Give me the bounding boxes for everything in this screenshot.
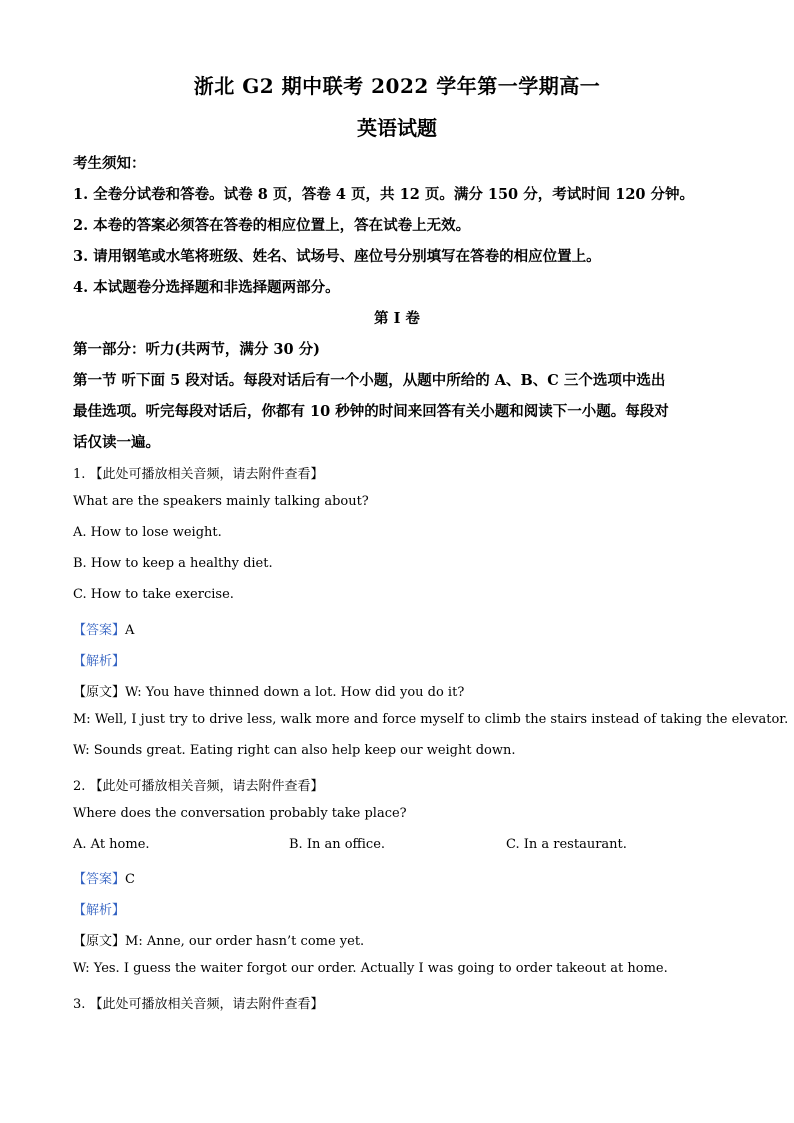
q1-option-a: A. How to lose weight.: [73, 525, 222, 540]
q2-analysis-label: 【解析】: [73, 903, 126, 918]
exam-subtitle: 英语试题: [357, 116, 437, 140]
q2-answer: [73, 868, 135, 887]
q1-audio-note: 1. 【此处可播放相关音频，请去附件查看】: [73, 467, 324, 482]
notice-heading: 考生须知：: [73, 155, 146, 172]
notice-item-4: 4. 本试题卷分选择题和非选择题两部分。: [73, 279, 340, 296]
q1-transcript-line-3: W: Sounds great. Eating right can also help keep our weight down.: [73, 743, 516, 758]
exam-title: 浙北 G2 期中联考 2022 学年第一学期高一: [193, 74, 601, 98]
q1-original-label: 【原文】: [73, 685, 126, 700]
section-instruction-line-1: 第一节 听下面 5 段对话。每段对话后有一个小题，从题中所给的 A、B、C 三个选项中选出: [73, 372, 666, 389]
q1-answer-label: 【答案】: [73, 623, 126, 638]
q2-answer-value: C: [125, 872, 135, 887]
q1-answer-value: A: [125, 623, 135, 638]
q2-option-b: B. In an office.: [289, 837, 386, 852]
q1-answer: [73, 619, 134, 638]
part1-heading: 第一部分：听力(共两节，满分 30 分): [73, 341, 320, 358]
q2-option-a: A. At home.: [73, 837, 150, 852]
q2-original-label: 【原文】: [73, 934, 126, 949]
section-instruction-line-3: 话仅读一遍。: [73, 434, 160, 451]
q2-answer-label: 【答案】: [73, 872, 126, 887]
notice-item-3: 3. 请用钢笔或水笔将班级、姓名、试场号、座位号分别填写在答卷的相应位置上。: [73, 248, 601, 265]
q1-option-c: C. How to take exercise.: [73, 587, 234, 602]
q1-transcript-line-1: [73, 681, 464, 700]
q2-transcript-text-1: M: Anne, our order hasn’t come yet.: [125, 934, 365, 949]
q1-option-b: B. How to keep a healthy diet.: [73, 556, 273, 571]
q1-transcript-text-1: W: You have thinned down a lot. How did you do it?: [125, 685, 465, 700]
q1-transcript-line-2: M: Well, I just try to drive less, walk more and force myself to climb the stairs instead of taking the elevator.: [73, 712, 789, 727]
q1-question: What are the speakers mainly talking about?: [73, 494, 369, 509]
q1-analysis-label: 【解析】: [73, 654, 126, 669]
q3-audio-note: 3. 【此处可播放相关音频，请去附件查看】: [73, 997, 324, 1012]
q2-transcript-line-1: [73, 930, 364, 949]
q2-option-c: C. In a restaurant.: [506, 837, 627, 852]
q2-question: Where does the conversation probably take place?: [73, 806, 407, 821]
notice-item-1: 1. 全卷分试卷和答卷。试卷 8 页，答卷 4 页，共 12 页。满分 150 分，考试时间 120 分钟。: [73, 186, 695, 203]
notice-item-2: 2. 本卷的答案必须答在答卷的相应位置上，答在试卷上无效。: [73, 217, 471, 234]
volume-heading: 第 I 卷: [374, 310, 420, 327]
q2-transcript-line-2: W: Yes. I guess the waiter forgot our order. Actually I was going to order takeout at home.: [73, 961, 668, 976]
section-instruction-line-2: 最佳选项。听完每段对话后，你都有 10 秒钟的时间来回答有关小题和阅读下一小题。每段对: [73, 403, 669, 420]
q2-audio-note: 2. 【此处可播放相关音频，请去附件查看】: [73, 779, 324, 794]
